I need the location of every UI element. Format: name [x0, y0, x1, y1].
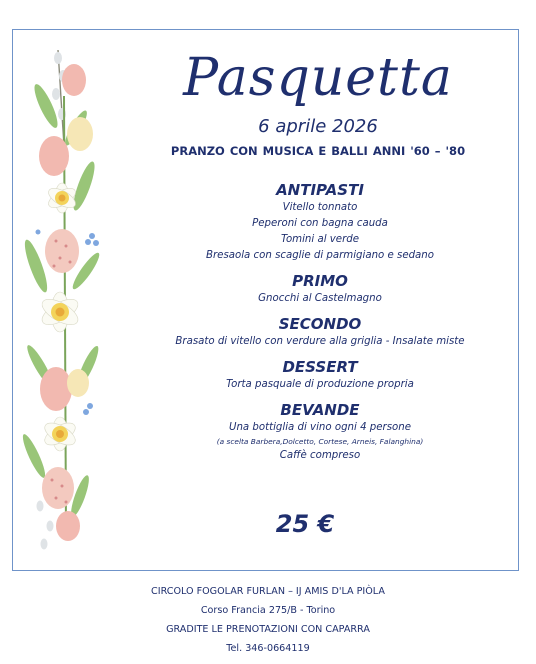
- daffodil-flower-icon: [38, 183, 82, 451]
- club-name: CIRCOLO FOGOLAR FURLAN – IJ AMIS D'LA PIÒLA: [151, 586, 385, 597]
- event-subtitle: PRANZO CON MUSICA E BALLI ANNI '60 – '80: [170, 144, 466, 158]
- price: 25 €: [275, 510, 335, 538]
- menu-section-bevande: [130, 400, 510, 464]
- menu-section-primo: [130, 271, 510, 307]
- section-title: ANTIPASTI: [276, 181, 364, 199]
- page-title: Pasquetta: [183, 48, 453, 108]
- menu-section-dessert: [130, 357, 510, 393]
- menu-item: Bresaola con scaglie di parmigiano e sedano: [206, 250, 434, 261]
- section-title: DESSERT: [282, 358, 358, 376]
- menu-item-note: (a scelta Barbera,Dolcetto, Cortese, Arneis, Falanghina): [216, 437, 424, 446]
- event-date: 6 aprile 2026: [258, 116, 378, 137]
- menu-item: Torta pasquale di produzione propria: [226, 379, 414, 390]
- menu-item: Peperoni con bagna cauda: [252, 218, 388, 229]
- section-title: PRIMO: [292, 272, 348, 290]
- menu-item: Tomini al verde: [280, 234, 359, 245]
- footer-contact: [0, 582, 536, 658]
- menu-item: Vitello tonnato: [282, 202, 358, 213]
- floral-easter-decoration: [14, 36, 106, 556]
- menu-item: Caffè compreso: [279, 450, 361, 461]
- menu-item: Gnocchi al Castelmagno: [258, 293, 382, 304]
- menu-item: Una bottiglia di vino ogni 4 persone: [229, 422, 411, 433]
- menu-item: Brasato di vitello con verdure alla griglia - Insalate miste: [175, 336, 465, 347]
- section-title: BEVANDE: [280, 401, 360, 419]
- address: Corso Francia 275/B - Torino: [200, 605, 336, 616]
- phone-number: Tel. 346-0664119: [226, 643, 310, 654]
- menu-list: [130, 180, 510, 471]
- menu-section-secondo: [130, 314, 510, 350]
- menu-section-antipasti: [130, 180, 510, 264]
- section-title: SECONDO: [278, 315, 362, 333]
- booking-note: GRADITE LE PRENOTAZIONI CON CAPARRA: [166, 624, 370, 635]
